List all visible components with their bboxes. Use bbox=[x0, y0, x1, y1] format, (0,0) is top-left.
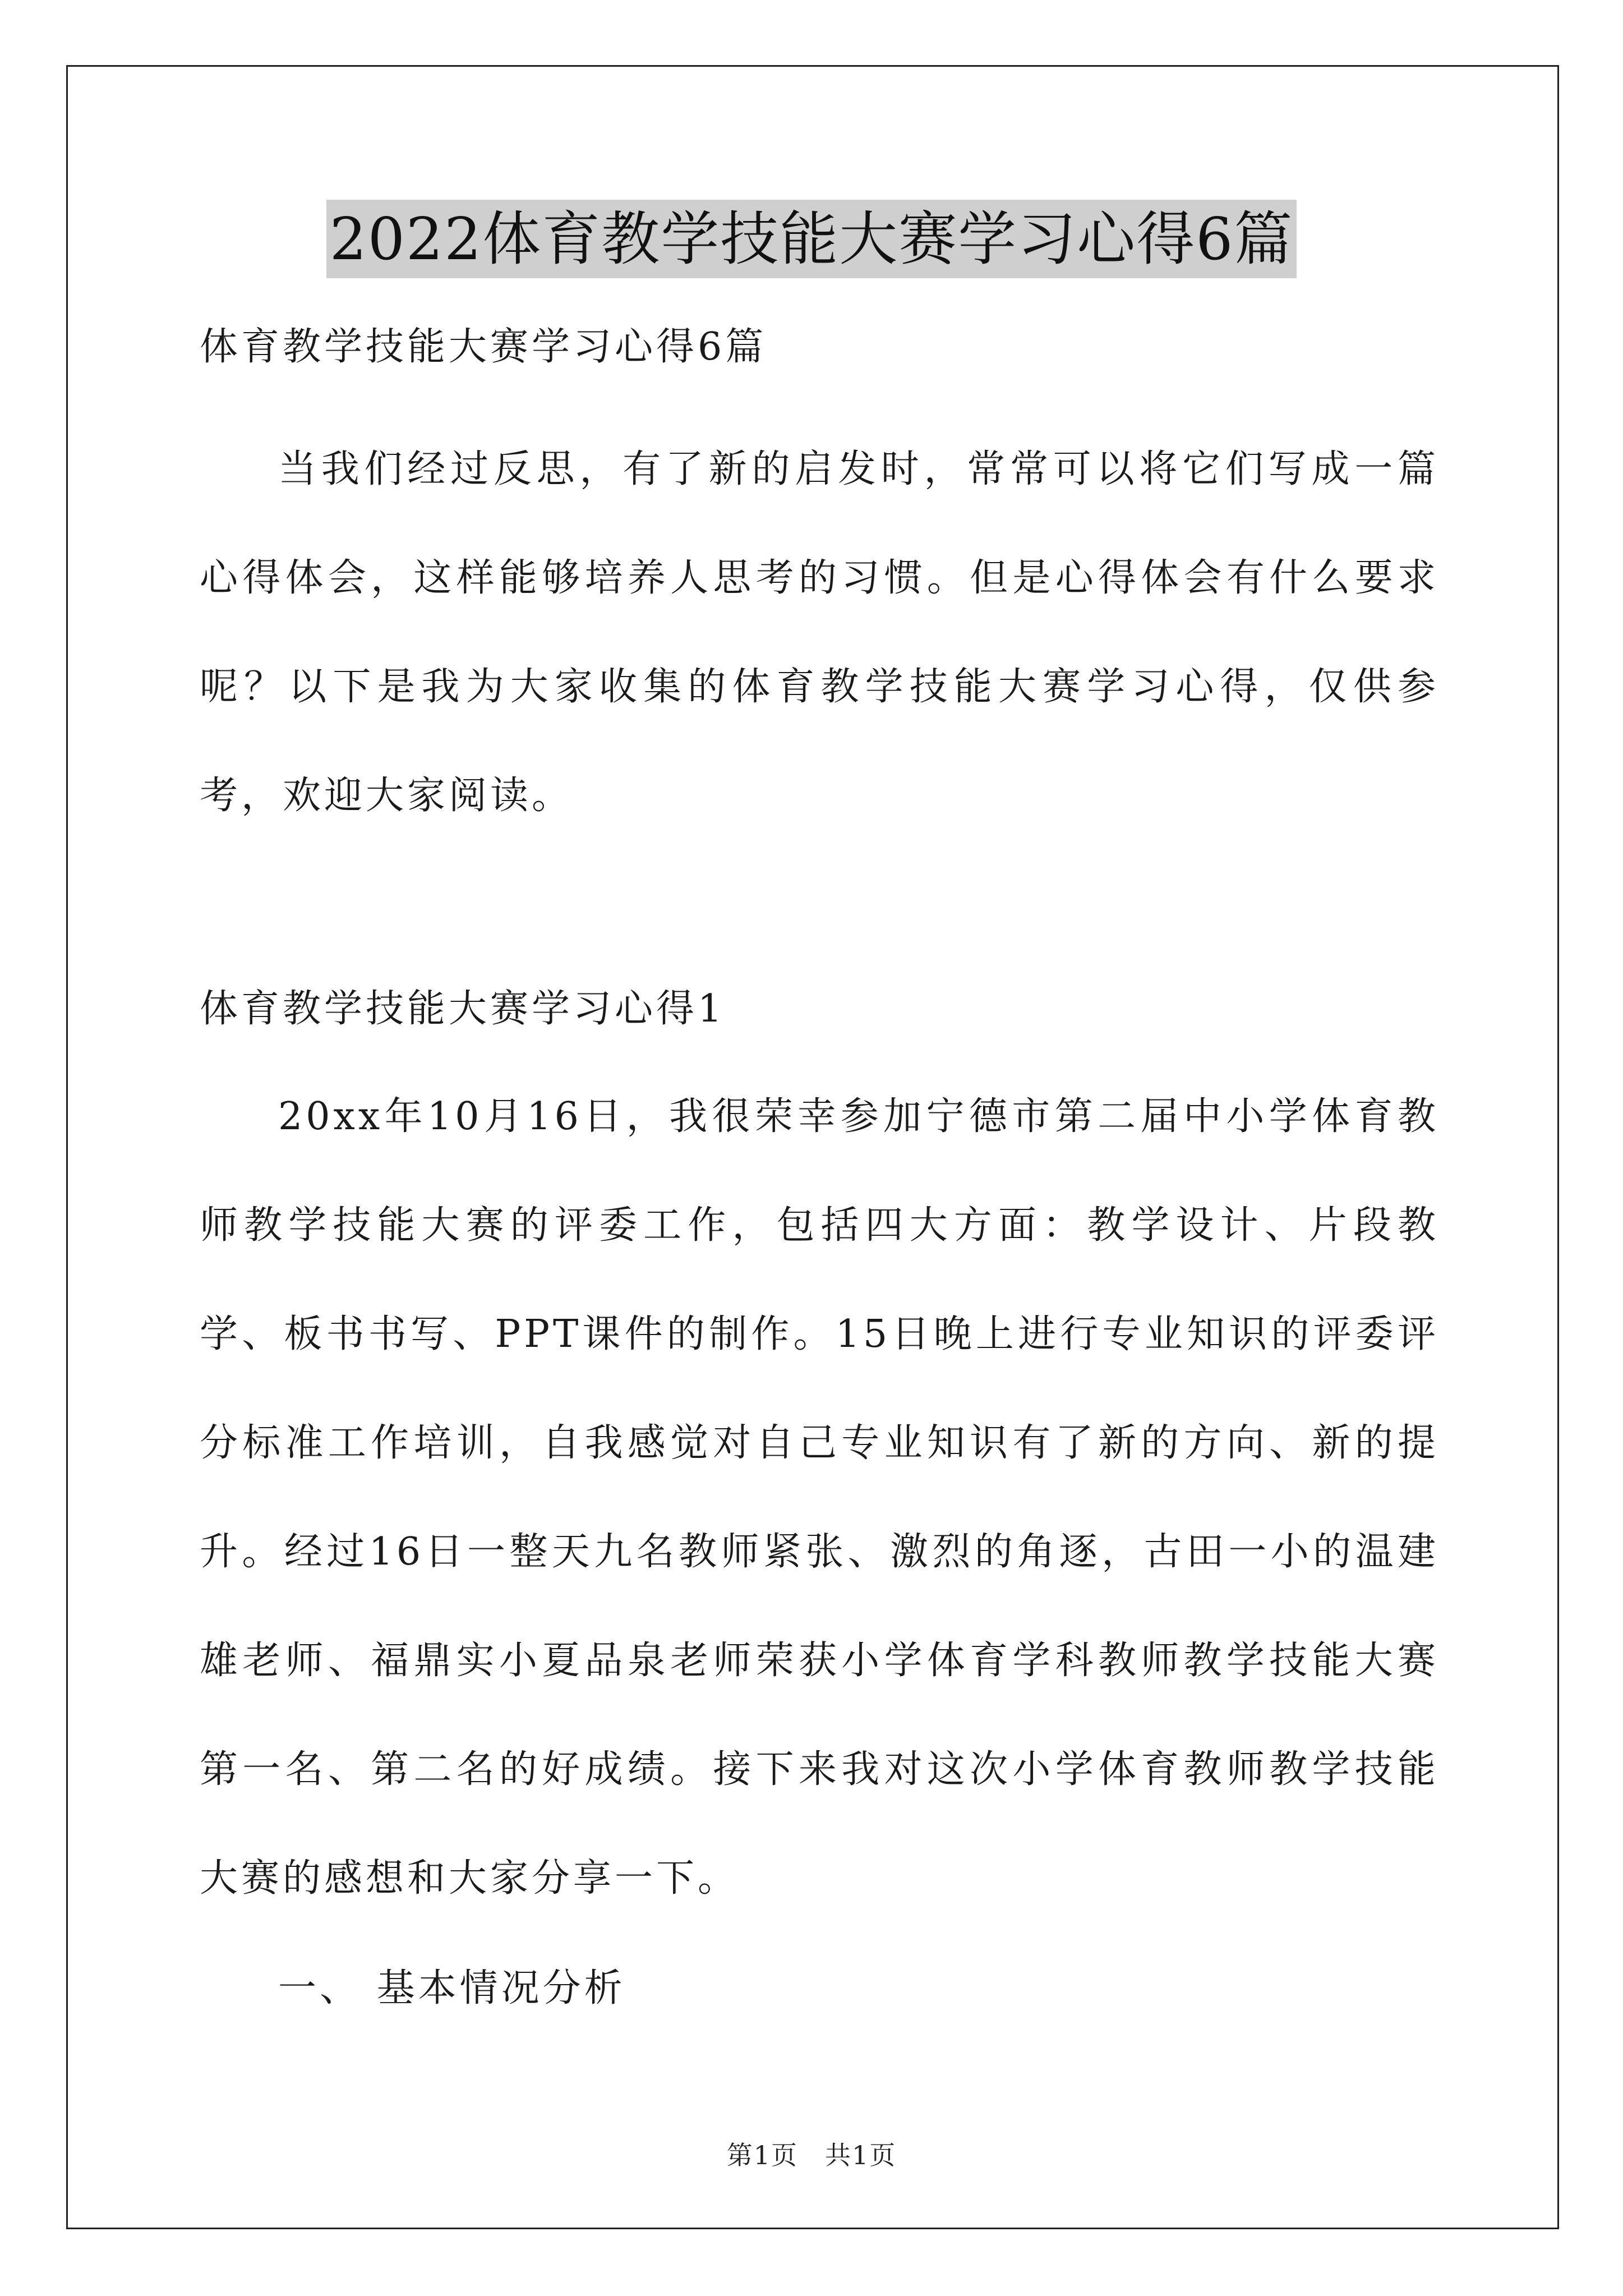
section-heading: 体育教学技能大赛学习心得1 bbox=[200, 987, 726, 1031]
document-subtitle: 体育教学技能大赛学习心得6篇 bbox=[200, 325, 767, 369]
body-paragraph: 20xx年10月16日，我很荣幸参加宁德市第二届中小学体育教师教学技能大赛的评委工作，包括四大方面：教学设计、片段教学、板书书写、PPT课件的制作。15日晚上进行专业知识的评委评分标准工作培训，自我感觉对自己专业知识有了新的方向、新的提升。经过16日一整天九名教师紧张、激烈的角逐，古田一小的温建雄老师、福鼎实小夏品泉老师荣获小学体育学科教师教学技能大赛第一名、第二名的好成绩。接下来我对这次小学体育教师教学技能大赛的感想和大家分享一下。 bbox=[200, 1094, 1439, 1901]
intro-paragraph: 当我们经过反思，有了新的启发时，常常可以将它们写成一篇心得体会，这样能够培养人思考的习惯。但是心得体会有什么要求呢？以下是我为大家收集的体育教学技能大赛学习心得，仅供参考，欢迎大家阅读。 bbox=[200, 447, 1439, 818]
title-container bbox=[0, 200, 1623, 278]
page-footer: 第1页 共1页 bbox=[726, 2140, 897, 2170]
document-title: 2022体育教学技能大赛学习心得6篇 bbox=[326, 200, 1297, 278]
document-body bbox=[200, 306, 1439, 2043]
item-heading: 一、 基本情况分析 bbox=[278, 1966, 626, 2010]
